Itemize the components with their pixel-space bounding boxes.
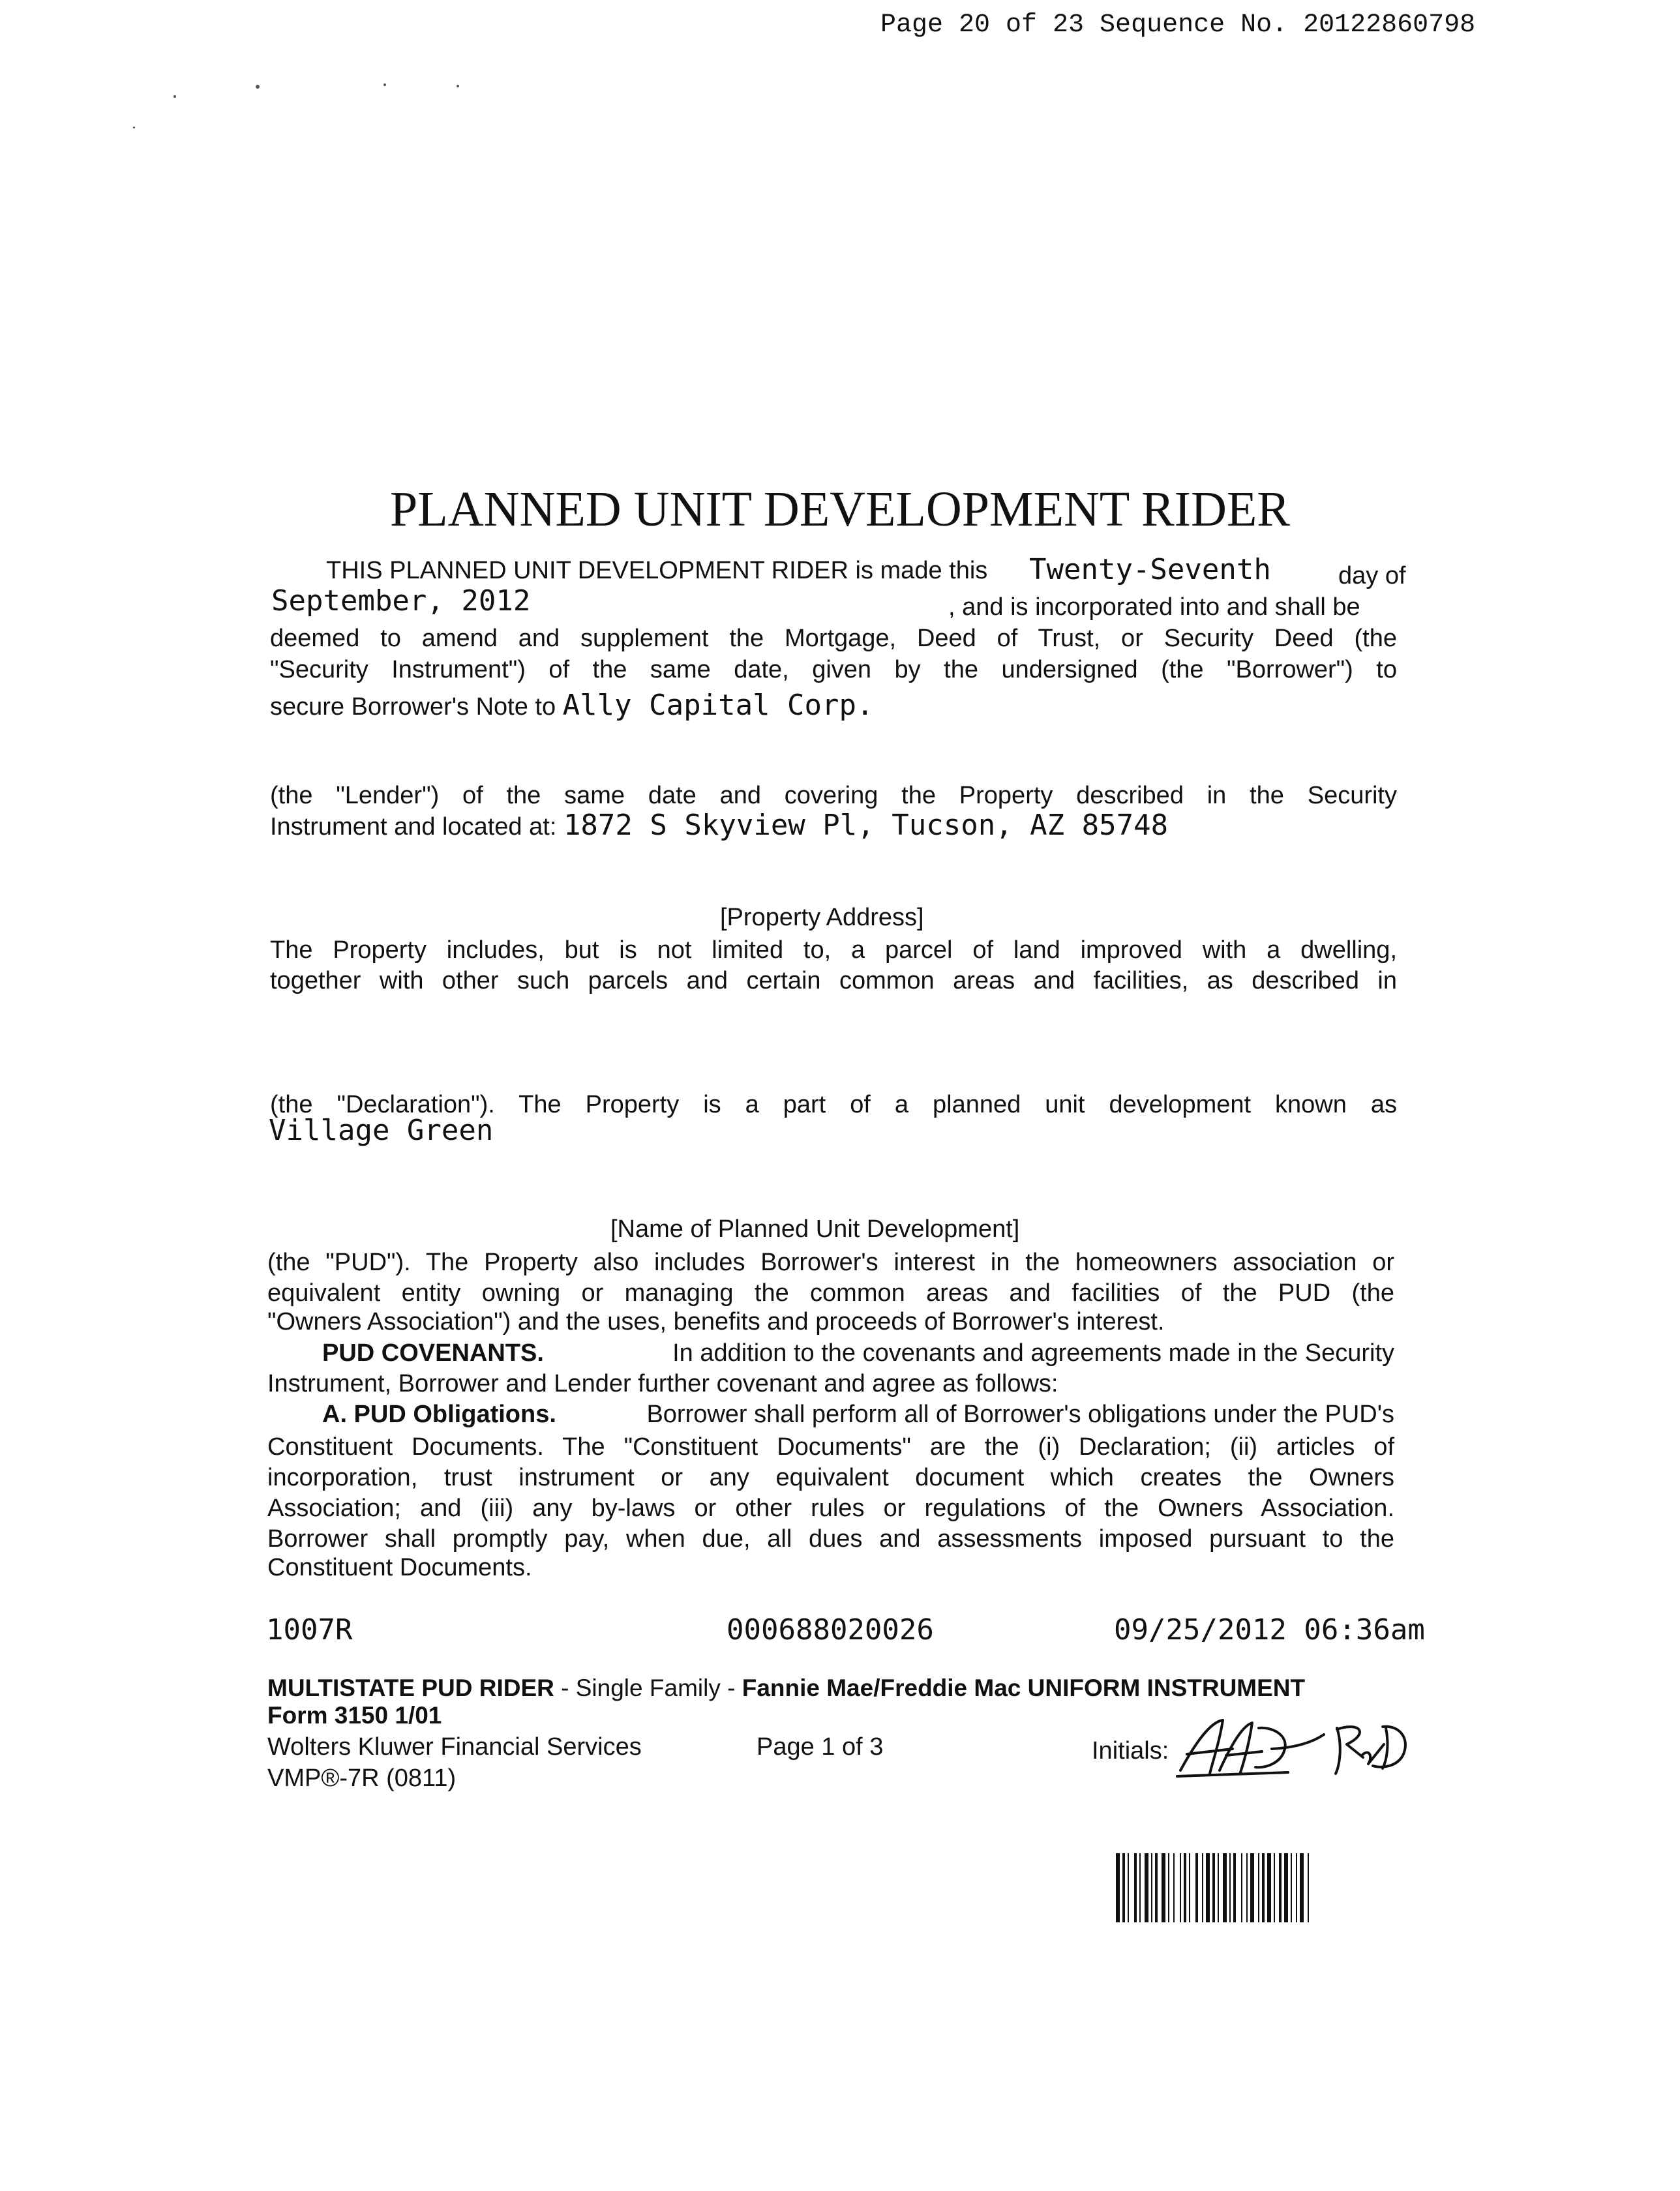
barcode-bar bbox=[1291, 1853, 1292, 1922]
covenants-line-1-rest: In addition to the covenants and agreements made in the Security bbox=[672, 1339, 1394, 1367]
rider-name: MULTISTATE PUD RIDER bbox=[267, 1675, 554, 1701]
scan-speck bbox=[256, 85, 260, 89]
handwritten-initials bbox=[1174, 1708, 1415, 1787]
located-at-label: Instrument and located at: bbox=[270, 813, 557, 841]
obligations-line-2: Constituent Documents. The "Constituent Documents" are the (i) Declaration; (ii) articles of bbox=[267, 1433, 1394, 1461]
obligations-line-4: Association; and (iii) any by-laws or other rules or regulations of the Owners Association. bbox=[267, 1495, 1394, 1522]
barcode-bar bbox=[1173, 1853, 1175, 1922]
pud-line-2: equivalent entity owning or managing the common areas and facilities of the PUD (the bbox=[267, 1279, 1394, 1307]
lender-line-2 bbox=[270, 809, 1168, 842]
vmp-code: VMP®-7R (0811) bbox=[267, 1765, 457, 1792]
pud-name-value: Village Green bbox=[269, 1114, 494, 1147]
intro-lead: THIS PLANNED UNIT DEVELOPMENT RIDER is made this bbox=[326, 557, 988, 584]
barcode-bar bbox=[1184, 1853, 1186, 1922]
barcode-bar bbox=[1189, 1853, 1190, 1922]
barcode-bar bbox=[1218, 1853, 1219, 1922]
obligations-line-6: Constituent Documents. bbox=[267, 1554, 532, 1581]
document-title: PLANNED UNIT DEVELOPMENT RIDER bbox=[390, 482, 1290, 537]
intro-line-4: "Security Instrument") of the same date, given by the undersigned (the "Borrower") to bbox=[270, 656, 1397, 683]
covenants-line-1 bbox=[322, 1339, 1394, 1367]
barcode-bar bbox=[1139, 1853, 1141, 1922]
barcode-bar bbox=[1145, 1853, 1148, 1922]
date-value: September, 2012 bbox=[271, 584, 531, 618]
form-code: 1007R bbox=[266, 1613, 353, 1647]
covenants-heading: PUD COVENANTS. bbox=[322, 1339, 544, 1367]
obligations-line-3: incorporation, trust instrument or any equivalent document which creates the Owners bbox=[267, 1464, 1394, 1491]
day-of-label: day of bbox=[1338, 562, 1406, 589]
covenants-line-2: Instrument, Borrower and Lender further covenant and agree as follows: bbox=[267, 1370, 1058, 1397]
pud-line-3: "Owners Association") and the uses, benefits and proceeds of Borrower's interest. bbox=[267, 1308, 1165, 1335]
barcode-bar bbox=[1279, 1853, 1282, 1922]
barcode-bar bbox=[1122, 1853, 1125, 1922]
obligations-heading: A. PUD Obligations. bbox=[322, 1401, 556, 1428]
fax-header: Page 20 of 23 Sequence No. 20122860798 bbox=[880, 10, 1476, 40]
obligations-line-1-rest: Borrower shall perform all of Borrower's obligations under the PUD's bbox=[646, 1401, 1394, 1428]
scan-speck bbox=[133, 127, 135, 128]
scan-speck bbox=[383, 83, 386, 86]
barcode-bar bbox=[1134, 1853, 1137, 1922]
barcode-bar bbox=[1223, 1853, 1227, 1922]
barcode bbox=[1113, 1851, 1385, 1925]
property-address-caption: [Property Address] bbox=[720, 904, 924, 931]
pud-line-1: (the "PUD"). The Property also includes Borrower's interest in the homeowners association or bbox=[267, 1249, 1394, 1276]
loan-number: 000688020026 bbox=[727, 1613, 934, 1647]
scan-speck bbox=[173, 95, 176, 98]
publisher: Wolters Kluwer Financial Services bbox=[267, 1733, 642, 1761]
barcode-bar bbox=[1180, 1853, 1181, 1922]
form-number: Form 3150 1/01 bbox=[267, 1702, 442, 1729]
barcode-bar bbox=[1168, 1853, 1169, 1922]
property-line-1: The Property includes, but is not limited to, a parcel of land improved with a dwelling, bbox=[270, 936, 1397, 964]
barcode-bar bbox=[1284, 1853, 1288, 1922]
lender-value: Ally Capital Corp. bbox=[562, 689, 874, 722]
timestamp: 09/25/2012 06:36am bbox=[1114, 1613, 1425, 1647]
barcode-bar bbox=[1267, 1853, 1271, 1922]
intro-line-3: deemed to amend and supplement the Mortgage, Deed of Trust, or Security Deed (the bbox=[270, 625, 1397, 652]
intro-line-5 bbox=[270, 689, 874, 722]
barcode-bar bbox=[1202, 1853, 1203, 1922]
barcode-bar bbox=[1116, 1853, 1120, 1922]
property-line-2: together with other such parcels and certain common areas and facilities, as described in bbox=[270, 967, 1397, 994]
obligations-line-5: Borrower shall promptly pay, when due, all dues and assessments imposed pursuant to the bbox=[267, 1525, 1394, 1553]
barcode-bar bbox=[1258, 1853, 1259, 1922]
property-address-value: 1872 S Skyview Pl, Tucson, AZ 85748 bbox=[563, 809, 1169, 842]
barcode-bar bbox=[1250, 1853, 1254, 1922]
barcode-bar bbox=[1151, 1853, 1152, 1922]
barcode-bar bbox=[1206, 1853, 1210, 1922]
barcode-bar bbox=[1262, 1853, 1265, 1922]
pud-name-caption: [Name of Planned Unit Development] bbox=[610, 1215, 1020, 1243]
initials-label: Initials: bbox=[1092, 1737, 1169, 1765]
barcode-bar bbox=[1308, 1853, 1309, 1922]
lender-line-1: (the "Lender") of the same date and covering the Property described in the Security bbox=[270, 782, 1397, 809]
rider-type: - Single Family - bbox=[554, 1675, 742, 1701]
barcode-bar bbox=[1274, 1853, 1275, 1922]
rider-form-line bbox=[267, 1675, 1305, 1702]
intro-line-1 bbox=[326, 557, 987, 585]
intro-after-date: , and is incorporated into and shall be bbox=[948, 593, 1360, 621]
scan-speck bbox=[457, 85, 459, 87]
page-number: Page 1 of 3 bbox=[757, 1733, 884, 1761]
barcode-bar bbox=[1229, 1853, 1231, 1922]
obligations-line-1 bbox=[322, 1401, 1394, 1429]
barcode-bar bbox=[1241, 1853, 1242, 1922]
intro-note-to: secure Borrower's Note to bbox=[270, 693, 556, 721]
barcode-bar bbox=[1233, 1853, 1236, 1922]
uniform-instrument: Fannie Mae/Freddie Mac UNIFORM INSTRUMENT bbox=[742, 1675, 1306, 1701]
barcode-bar bbox=[1296, 1853, 1297, 1922]
barcode-bar bbox=[1128, 1853, 1129, 1922]
barcode-bar bbox=[1155, 1853, 1158, 1922]
barcode-bar bbox=[1162, 1853, 1165, 1922]
barcode-bar bbox=[1300, 1853, 1304, 1922]
day-value: Twenty-Seventh bbox=[1029, 553, 1271, 586]
declaration-line-1: (the "Declaration"). The Property is a part of a planned unit development known as bbox=[270, 1091, 1397, 1118]
barcode-bar bbox=[1195, 1853, 1198, 1922]
barcode-bar bbox=[1212, 1853, 1215, 1922]
barcode-bar bbox=[1246, 1853, 1248, 1922]
